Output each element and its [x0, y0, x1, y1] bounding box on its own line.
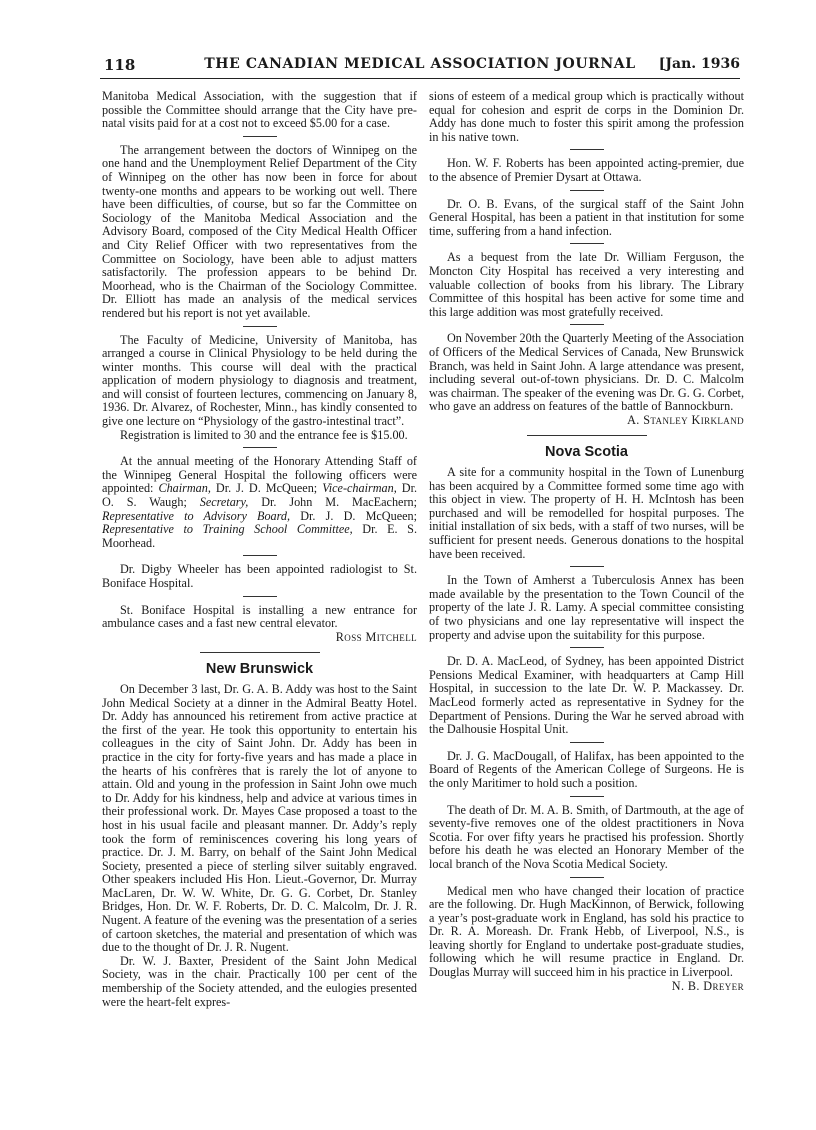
item-divider [570, 742, 604, 743]
paragraph: sions of esteem of a medical group which is practically without equal for cohesion and esprit de corps in the Dominion Dr. Addy has done much to foster this spirit among the profession in his native town. [429, 89, 744, 144]
item-divider [570, 796, 604, 797]
paragraph: The arrangement between the doctors of Winnipeg on the one hand and the Unemployment Relief Department of the City of Winnipeg on the other has now been in force for about twenty-one months and appears to be working out well. There have been difficulties, of course, but so far the Committee on Sociology of the Manitoba Medical Association and the Advisory Board, composed of the City Medical Health Officer and City Relief Officer with two representatives from the Committee on Sociology, have been able to adjust matters satisfactorily. The profession appears to be behind Dr. Moorhead, who is the Chairman of the Sociology Committee. Dr. Elliott has made an analysis of the medical services rendered but his report is not yet available. [102, 142, 417, 320]
paragraph: Dr. W. J. Baxter, President of the Saint John Medical Society, was in the chair. Practically 100 per cent of the membership of the Society attended, and the eulogies presented were the heart-felt expres- [102, 953, 417, 1009]
item-divider [570, 566, 604, 567]
item-divider [570, 190, 604, 191]
item-divider [243, 447, 277, 448]
paragraph: Dr. D. A. MacLeod, of Sydney, has been appointed District Pensions Medical Examiner, with headquarters at Camp Hill Hospital, in succession to the late Dr. W. P. Mackassey. Dr. MacLeod formerly acted as representative in Sydney for the Department of Pensions. During the War he served abroad with the Dalhousie Hospital Unit. [429, 654, 744, 737]
paragraph: St. Boniface Hospital is installing a new entrance for ambulance cases and a fast new central elevator. [102, 602, 417, 631]
section-heading: New Brunswick [205, 661, 314, 678]
author-signature: N. B. Dreyer [671, 978, 744, 993]
item-divider [570, 324, 604, 325]
paragraph: Medical men who have changed their location of practice are the following. Dr. Hugh MacKinnon, of Berwick, following a year’s post-graduate work in England, has sold his practice to Dr. R. A. Moreash. Dr. Frank Hebb, of Liverpool, N.S., is leaving shortly for England to undertake post-graduate studies, following which he will resume practice in England. Dr. Douglas Murray will succeed him in his practice in Liverpool. N. B. Dreyer [429, 883, 744, 993]
paragraph: On November 20th the Quarterly Meeting of the Association of Officers of the Medical Services of Canada, New Brunswick Branch, was held in Saint John. A large attendance was present, including several out-of-town physicians. Dr. D. C. Malcolm was chairman. The speaker of the evening was Dr. G. G. Corbet, who gave an address on features of the battle of Bannockburn. A. Stanley Kirkland [429, 331, 744, 427]
item-divider [570, 647, 604, 648]
paragraph: The Faculty of Medicine, University of Manitoba, has arranged a course in Clinical Physiology to be held during the winter months. This course will deal with the practical application of modern physiology to diagnosis and treatment, and will consist of fourteen lectures, commencing on January 8, 1936. Dr. Alvarez, of Rochester, Minn., has kindly consented to give one lecture on “Physiology of the gastro-intestinal tract”. [102, 332, 417, 429]
section-heading: Nova Scotia [545, 444, 628, 461]
right-column [429, 90, 744, 993]
item-divider [243, 326, 277, 327]
item-divider [243, 136, 277, 137]
author-signature: Ross Mitchell [335, 629, 417, 644]
section-divider [200, 652, 320, 653]
item-divider [570, 243, 604, 244]
item-divider [570, 149, 604, 150]
item-divider [570, 877, 604, 878]
item-divider [243, 555, 277, 556]
left-column [102, 90, 417, 1009]
paragraph: Dr. Digby Wheeler has been appointed radiologist to St. Boniface Hospital. [102, 562, 417, 590]
item-divider [243, 596, 277, 597]
paragraph: A site for a community hospital in the Town of Lunenburg has been acquired by a Committee formed some time ago with this object in view. The property of H. H. McIntosh has been purchased and will be remodelled for hospital purposes. The initial installation of six beds, with a staff of two nurses, will be sufficient for present needs. Generous donations to the hospital have been received. [429, 465, 744, 561]
paragraph: The death of Dr. M. A. B. Smith, of Dartmouth, at the age of seventy-five removes one of the oldest practitioners in Nova Scotia. For over fifty years he practised his profession. Shortly before his death he was elected an Honorary Member of the local branch of the Nova Scotia Medical Society. [429, 802, 744, 871]
paragraph: Manitoba Medical Association, with the suggestion that if possible the Committee should arrange that the City have pre-natal visits paid for at a cost not to exceed $5.00 for a case. [102, 89, 417, 131]
paragraph: As a bequest from the late Dr. William Ferguson, the Moncton City Hospital has received a very interesting and valuable collection of books from his library. The Library Committee of this hospital has been active for some time and this large addition was most gratefully received. [429, 250, 744, 319]
paragraph: Registration is limited to 30 and the entrance fee is $15.00. [120, 427, 408, 442]
page-number: 118 [104, 56, 136, 74]
section-divider [527, 435, 647, 436]
paragraph: Dr. J. G. MacDougall, of Halifax, has been appointed to the Board of Regents of the American College of Surgeons. He is the only Maritimer to hold such a position. [429, 748, 744, 790]
running-header [100, 52, 740, 79]
paragraph: Hon. W. F. Roberts has been appointed acting-premier, due to the absence of Premier Dysart at Ottawa. [429, 156, 744, 184]
paragraph: Dr. O. B. Evans, of the surgical staff of the Saint John General Hospital, has been a patient in that institution for some time, suffering from a hand infection. [429, 196, 744, 238]
paragraph-officers: At the annual meeting of the Honorary Attending Staff of the Winnipeg General Hospital the following officers were appointed: Chairman, Dr. J. D. McQueen; Vice-chairman, Dr. O. S. Waugh; Secretary, Dr. John M. MacEachern; Representative to Advisory Board, Dr. J. D. McQueen; Representative to Training School Committee, Dr. E. S. Moorhead. [102, 454, 418, 550]
paragraph: On December 3 last, Dr. G. A. B. Addy was host to the Saint John Medical Society at a dinner in the Admiral Beatty Hotel. Dr. Addy has announced his retirement from active practice at the first of the year. He took this opportunity to entertain his colleagues in the city of Saint John. Dr. Addy has been in practice in the city for forty-five years and has made a place in the hearts of his confrères that is rarely the lot of anyone to attain. Old and young in the profession in Saint John owe much to Dr. Addy for his kindness, help and advice at various times in their professional work. Dr. Mayes Case proposed a toast to the host in his usual facile and pleasant manner. Dr. Addy’s reply took the form of reminiscences covering his long years of practice. Dr. J. M. Barry, on behalf of the Saint John Medical Society, presented a piece of sterling silver suitably engraved. Other speakers included His Hon. Lieut.-Governor, Dr. Murray MacLaren, Dr. W. W. White, Dr. G. G. Corbet, Dr. Stanley Bridges, Hon. Dr. W. F. Roberts, Dr. D. C. Malcolm, Dr. J. R. Nugent. A feature of the evening was the presentation of a series of cartoon sketches, the material and presentation of which was due to the thought of Dr. J. R. Nugent. [102, 681, 417, 955]
author-signature: A. Stanley Kirkland [627, 412, 744, 427]
issue-date: [Jan. 1936 [658, 56, 740, 72]
journal-title: THE CANADIAN MEDICAL ASSOCIATION JOURNAL [204, 56, 636, 72]
paragraph: In the Town of Amherst a Tuberculosis Annex has been made available by the presentation to the Town Council of the property of the late J. R. Lamy. A special committee consisting of two physicians and one lay representative will inspect the property and advise upon the suitability for this purpose. [429, 573, 744, 642]
